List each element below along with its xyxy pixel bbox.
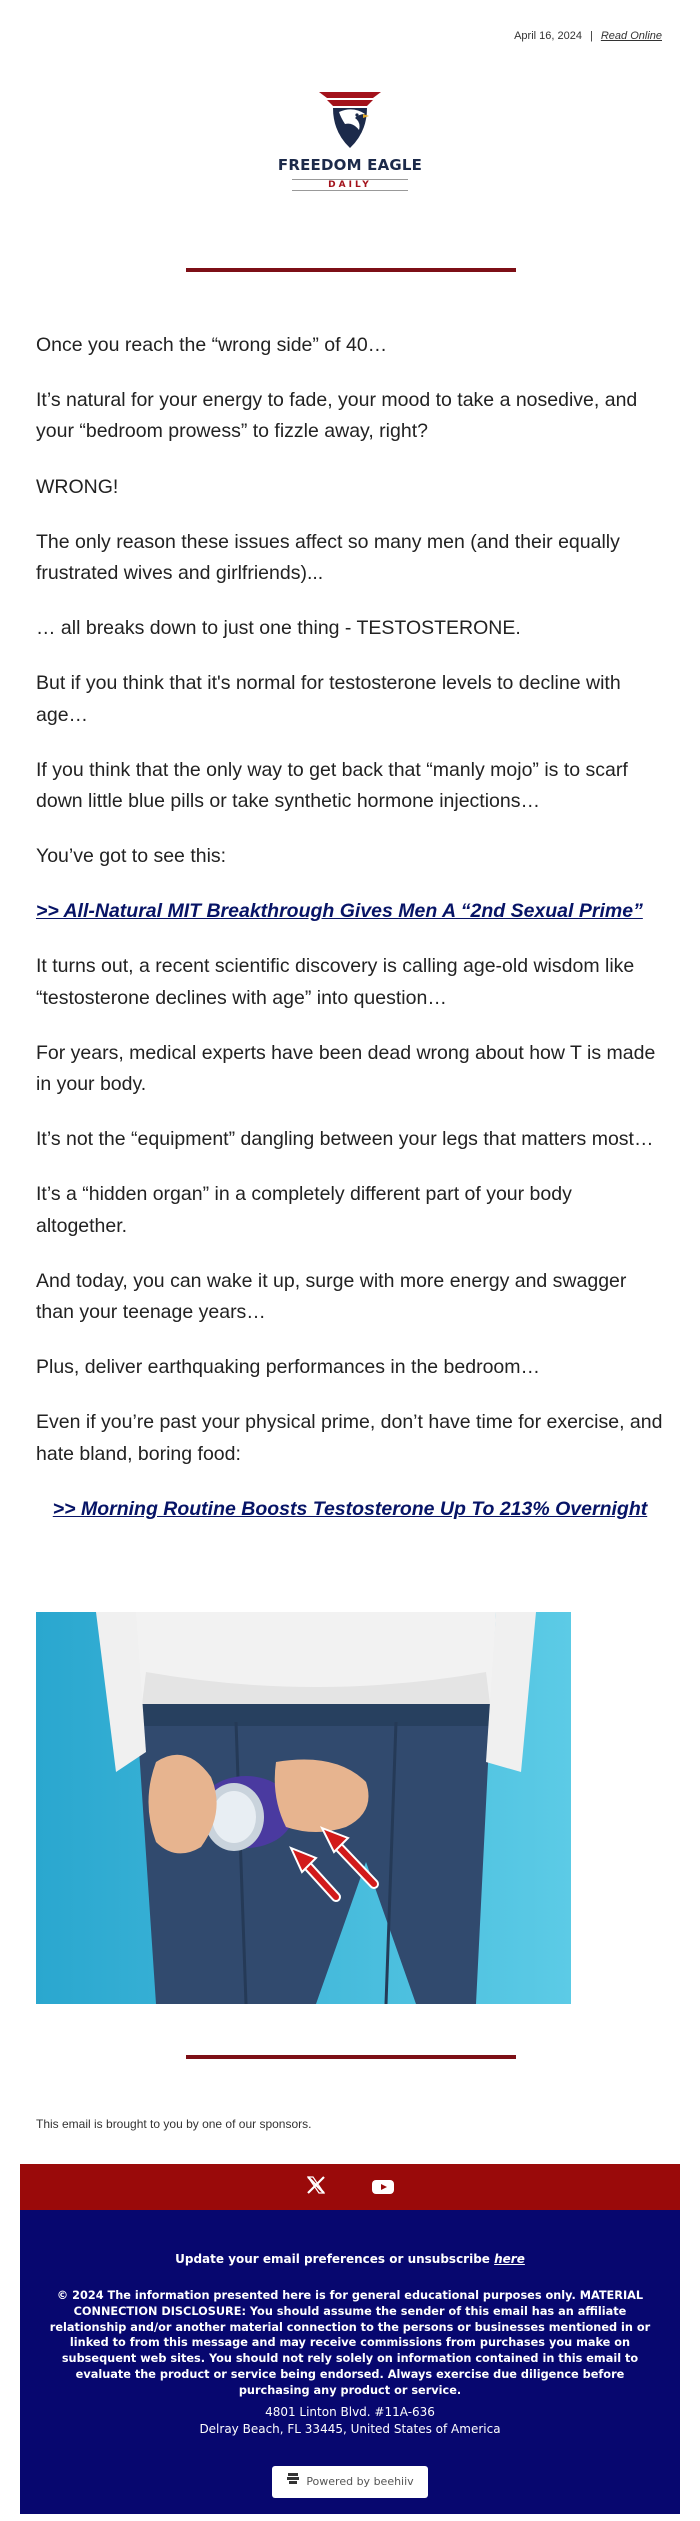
- promo-photo-illustration: [36, 1612, 571, 2004]
- email-body: [36, 330, 664, 1549]
- eagle-shield-icon: [315, 88, 385, 152]
- paragraph: Even if you’re past your physical prime, don’t have time for exercise, and hate bland, boring food:: [36, 1411, 663, 1465]
- brand-subtitle: DAILY: [292, 179, 408, 191]
- paragraph: The only reason these issues affect so many men (and their equally frustrated wives and girlfriends)...: [36, 530, 620, 584]
- paragraph: … all breaks down to just one thing - TESTOSTERONE.: [36, 617, 521, 640]
- top-divider: [186, 268, 516, 272]
- legal-disclosure: © 2024 The information presented here is for general educational purposes only. MATERIAL CONNECTION DISCLOSURE: You should assume the sender of this email has an affiliate relationship and/or another material connection to the persons or businesses mentioned in or linked to from this message and may receive commissions from purchases you make on subsequent web sites. You should not rely solely on information contained in this email to evaluate the product or service being endorsed. Always exercise due diligence before purchasing any product or service.: [49, 2289, 651, 2397]
- x-icon[interactable]: [305, 2174, 327, 2201]
- social-bar: [20, 2164, 680, 2210]
- sponsor-note: This email is brought to you by one of our sponsors.: [36, 2117, 312, 2131]
- powered-by-badge[interactable]: [272, 2466, 428, 2498]
- paragraph: And today, you can wake it up, surge with more energy and swagger than your teenage years…: [36, 1269, 627, 1323]
- email-date: April 16, 2024: [514, 30, 582, 42]
- paragraph: For years, medical experts have been dead wrong about how T is made in your body.: [36, 1041, 656, 1095]
- address-line-2: Delray Beach, FL 33445, United States of America: [199, 2421, 501, 2436]
- address-line-1: 4801 Linton Blvd. #11A-636: [265, 2405, 435, 2419]
- preferences-link[interactable]: here: [494, 2252, 525, 2266]
- preferences-line: [20, 2252, 680, 2266]
- powered-by-text: Powered by beehiiv: [306, 2475, 414, 2488]
- paragraph: It turns out, a recent scientific discovery is calling age-old wisdom like “testosterone declines with age” into question…: [36, 955, 635, 1009]
- morning-routine-link[interactable]: >> Morning Routine Boosts Testosterone Up To 213% Overnight: [52, 1497, 648, 1520]
- paragraph: Plus, deliver earthquaking performances in the bedroom…: [36, 1356, 541, 1379]
- header-separator: |: [589, 30, 593, 42]
- paragraph: If you think that the only way to get back that “manly mojo” is to scarf down little blue pills or take synthetic hormone injections…: [36, 758, 628, 812]
- paragraph: Once you reach the “wrong side” of 40…: [36, 334, 388, 356]
- paragraph: You’ve got to see this:: [36, 845, 227, 868]
- read-online-link[interactable]: Read Online: [600, 30, 662, 42]
- bottom-divider: [186, 2055, 516, 2059]
- paragraph: But if you think that it's normal for testosterone levels to decline with age…: [36, 672, 621, 726]
- promo-photo[interactable]: [36, 1612, 571, 2004]
- paragraph: It’s natural for your energy to fade, your mood to take a nosedive, and your “bedroom prowess” to fizzle away, right?: [36, 389, 638, 443]
- postal-address: [20, 2404, 680, 2438]
- brand-logo[interactable]: [275, 88, 425, 198]
- paragraph: WRONG!: [36, 475, 119, 498]
- header-bar: [514, 30, 662, 42]
- paragraph: It’s a “hidden organ” in a completely different part of your body altogether.: [36, 1183, 572, 1237]
- preferences-text: Update your email preferences or unsubscribe: [175, 2252, 495, 2266]
- footer: [20, 2210, 680, 2514]
- mit-breakthrough-link[interactable]: >> All-Natural MIT Breakthrough Gives Men A “2nd Sexual Prime”: [36, 900, 643, 923]
- brand-name: FREEDOM EAGLE: [277, 156, 423, 174]
- youtube-icon[interactable]: [371, 2178, 395, 2201]
- paragraph: It’s not the “equipment” dangling between your legs that matters most…: [36, 1128, 654, 1151]
- beehiiv-icon: [286, 2466, 300, 2498]
